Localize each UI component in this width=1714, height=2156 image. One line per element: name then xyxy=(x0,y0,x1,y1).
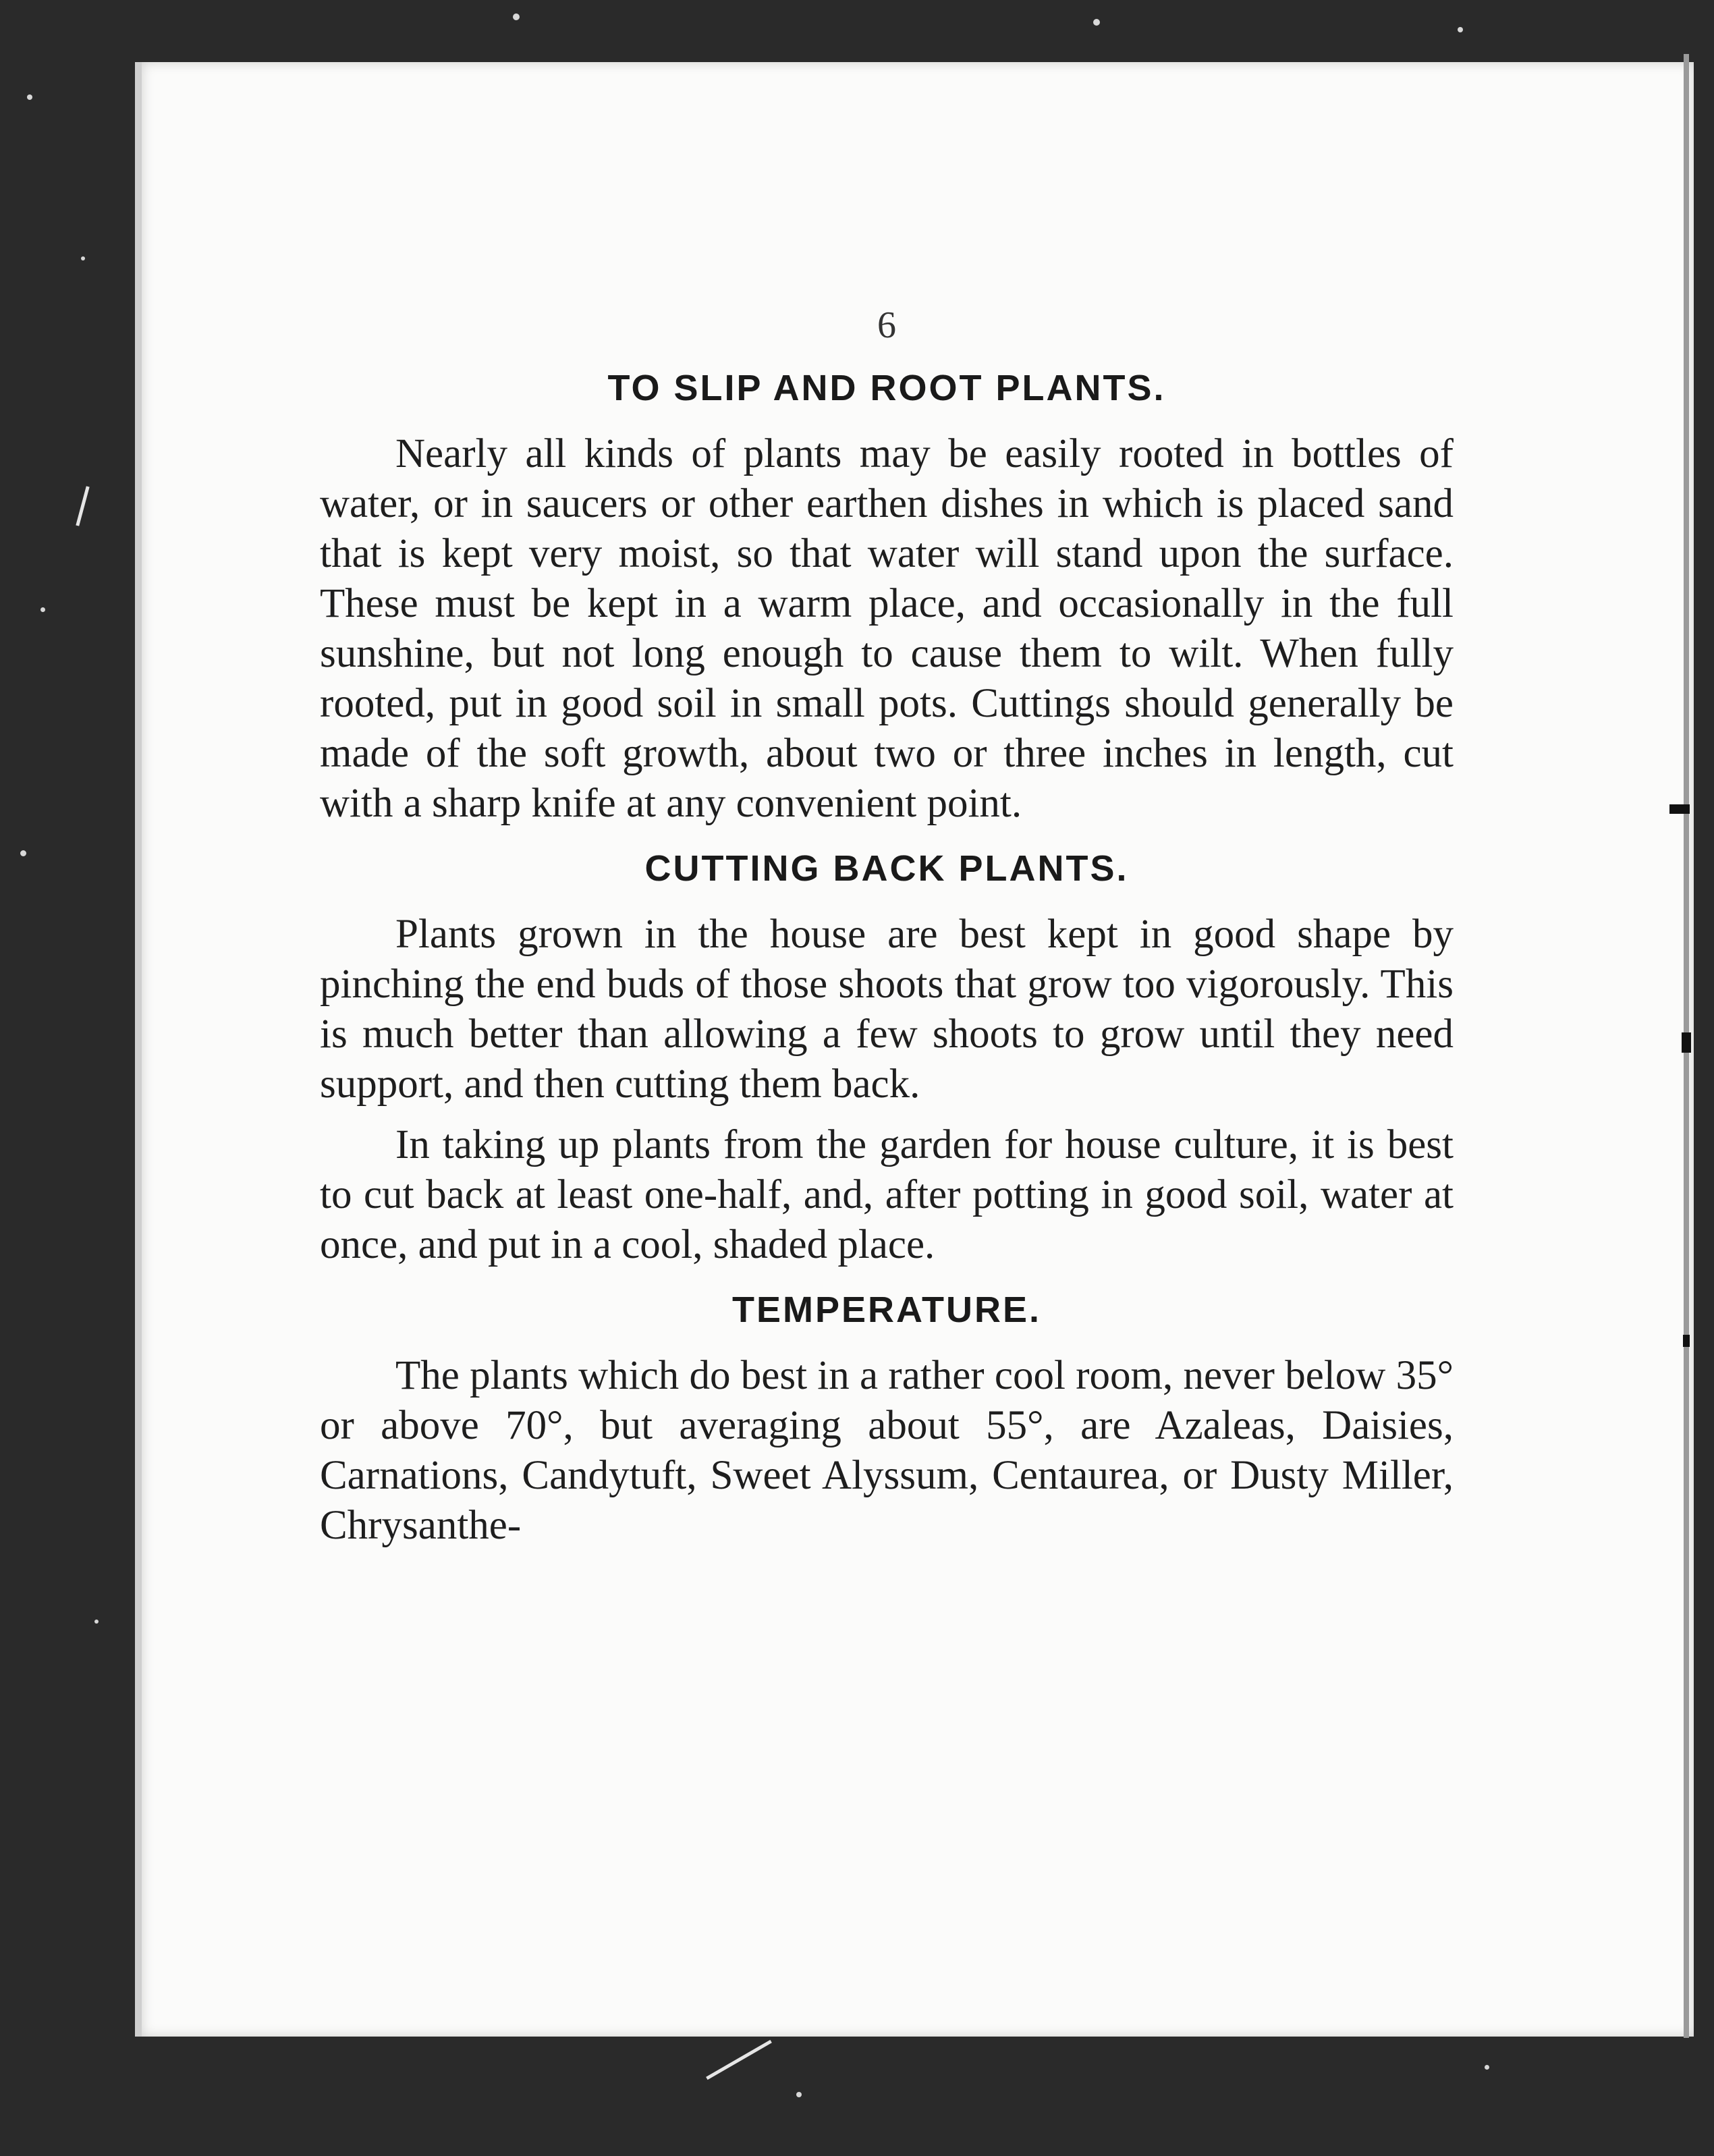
section-heading: CUTTING BACK PLANTS. xyxy=(644,848,1129,889)
film-speck xyxy=(1093,19,1100,26)
page-number: 6 xyxy=(877,304,896,346)
film-scratch xyxy=(706,2040,772,2080)
page-text xyxy=(320,304,1454,1561)
paragraph: Nearly all kinds of plants may be easily rooted in bottles of water, or in saucers or other earthen dishes in which is placed sand that is kept very moist, so that water will stand upon the surface. These must be kept in a warm place, and occasionally in the full sunshine, but not long enough to cause them to wilt. When fully rooted, put in good soil in small pots. Cuttings should generally be made of the soft growth, about two or three inches in length, cut with a sharp knife at any convenient point. xyxy=(320,431,1454,826)
fold-mark xyxy=(1682,1032,1691,1053)
film-speck xyxy=(1458,27,1463,32)
film-speck xyxy=(81,256,85,260)
film-speck xyxy=(40,607,45,612)
paragraph: The plants which do best in a rather cool room, never below 35° or above 70°, but averaging about 55°, are Azaleas, Daisies, Carnations, Candytuft, Sweet Alyssum, Centaurea, or Dusty Miller, Chrysanthe- xyxy=(320,1353,1454,1548)
film-speck xyxy=(27,94,32,100)
film-speck xyxy=(796,2092,802,2097)
paragraph: In taking up plants from the garden for house culture, it is best to cut back at least one-half, and, after potting in good soil, water at once, and put in a cool, shaded place. xyxy=(320,1122,1454,1267)
section-heading: TO SLIP AND ROOT PLANTS. xyxy=(607,368,1166,408)
paragraph: Plants grown in the house are best kept in good shape by pinching the end buds of those shoots that grow too vigorously. This is much better than allowing a few shoots to grow until they need support, and then cutting them back. xyxy=(320,912,1454,1107)
film-speck xyxy=(20,850,26,856)
film-scratch xyxy=(76,486,89,526)
section-heading: TEMPERATURE. xyxy=(731,1290,1041,1330)
film-speck xyxy=(513,13,520,20)
film-speck xyxy=(94,1620,99,1624)
fold-mark xyxy=(1683,1335,1690,1347)
fold-mark xyxy=(1669,804,1690,814)
film-speck xyxy=(1485,2065,1489,2070)
